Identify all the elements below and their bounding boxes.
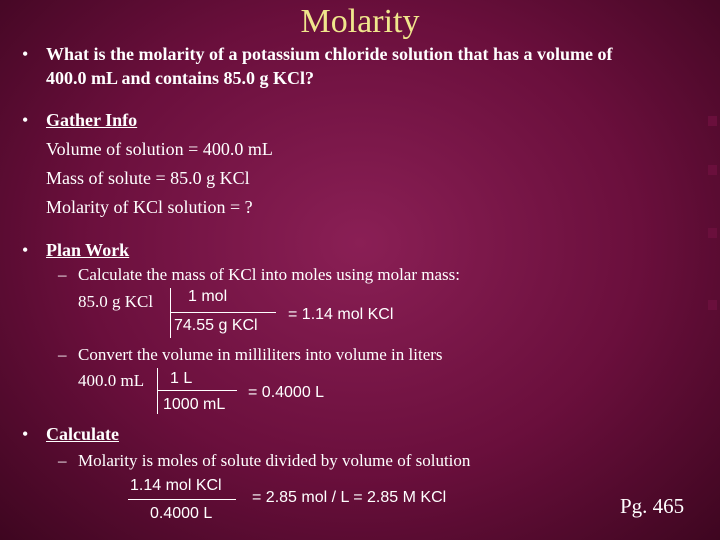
calculate-step: Molarity is moles of solute divided by volume of solution <box>78 451 471 470</box>
calc1-numerator: 1 mol <box>188 288 228 305</box>
slide-title: Molarity <box>300 3 420 40</box>
decorative-square <box>708 300 717 310</box>
calculate-heading: Calculate <box>46 424 119 444</box>
question-line-2: 400.0 mL and contains 85.0 g KCl? <box>46 68 315 88</box>
final-numerator: 1.14 mol KCl <box>130 477 222 494</box>
plan-step-2: Convert the volume in milliliters into volume in liters <box>78 345 443 364</box>
decorative-square <box>708 228 717 238</box>
calc1-divider-horizontal <box>170 312 276 313</box>
question-line-1: What is the molarity of a potassium chloride solution that has a volume of <box>46 44 613 64</box>
calc2-numerator: 1 L <box>170 370 193 387</box>
calc2-result: = 0.4000 L <box>248 384 325 401</box>
decorative-square <box>708 116 717 126</box>
bullet-icon: • <box>22 44 29 64</box>
final-fraction-bar <box>128 499 236 500</box>
bullet-icon: • <box>22 110 29 130</box>
final-denominator: 0.4000 L <box>150 505 213 522</box>
page-reference: Pg. 465 <box>620 494 685 518</box>
calc1-denominator: 74.55 g KCl <box>174 317 258 334</box>
dash-icon: – <box>58 345 67 364</box>
gather-line-molarity: Molarity of KCl solution = ? <box>46 197 253 217</box>
calc1-given: 85.0 g KCl <box>78 292 154 311</box>
decorative-square <box>708 165 717 175</box>
bullet-icon: • <box>22 424 29 444</box>
calc1-result: = 1.14 mol KCl <box>288 306 394 323</box>
gather-line-mass: Mass of solute = 85.0 g KCl <box>46 168 250 188</box>
plan-step-1: Calculate the mass of KCl into moles using molar mass: <box>78 265 460 284</box>
final-result: = 2.85 mol / L = 2.85 M KCl <box>252 489 447 506</box>
gather-heading: Gather Info <box>46 110 138 130</box>
calc2-denominator: 1000 mL <box>163 396 226 413</box>
calc2-divider-vertical <box>157 368 158 414</box>
bullet-icon: • <box>22 240 29 260</box>
dash-icon: – <box>58 265 67 284</box>
plan-heading: Plan Work <box>46 240 130 260</box>
dash-icon: – <box>58 451 67 470</box>
calc2-divider-horizontal <box>157 390 237 391</box>
gather-line-volume: Volume of solution = 400.0 mL <box>46 139 273 159</box>
calc1-divider-vertical <box>170 288 171 338</box>
calc2-given: 400.0 mL <box>78 371 145 390</box>
